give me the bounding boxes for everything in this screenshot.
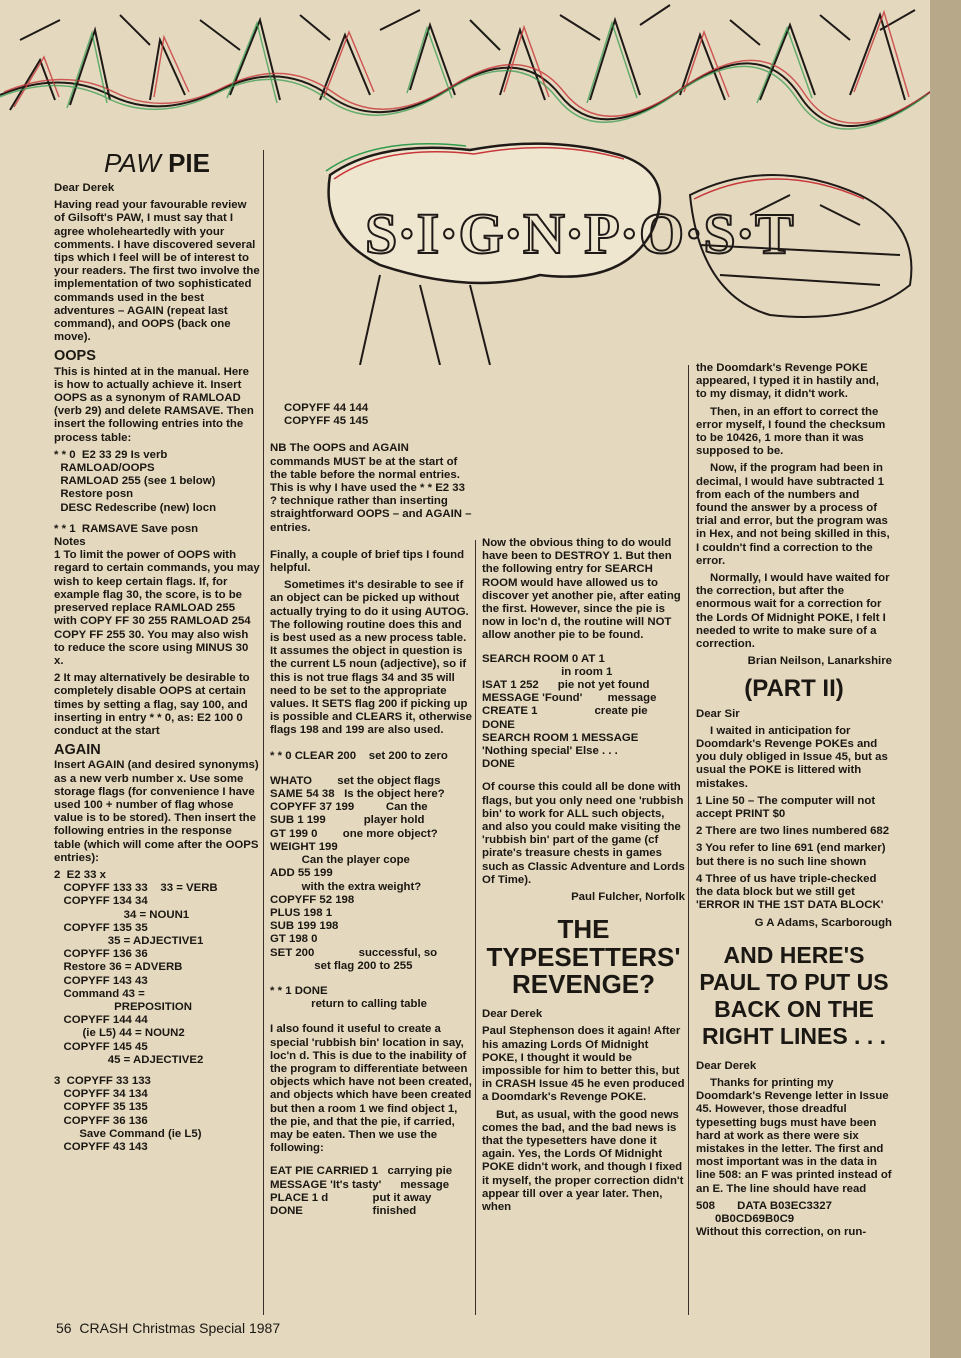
paragraph: I waited in anticipation for Doomdark's Revenge POKEs and you duly obliged in Issue 45, but as usual the POKE is littered with mistakes.	[696, 724, 888, 790]
headline: THE TYPESETTERS' REVENGE?	[486, 914, 681, 999]
signpost-illustration	[320, 135, 930, 365]
page-number: 56	[56, 1320, 72, 1336]
salutation: Dear Derek	[696, 1059, 757, 1072]
code-block: * * 1 DONE return to calling table	[270, 984, 427, 1011]
intro-paragraph: Having read your favourable review of Gilsoft's PAW, I must say that I agree wholeheartedly with your comments. I have discovered several tips which I feel will be of interest to your readers. The first two involve the implementation of two sophisticated commands used in the best adventures – AGAIN (repeat last command), and OOPS (back one move).	[54, 199, 260, 344]
paragraph: the Doomdark's Revenge POKE appeared, I typed it in hastily and, to my dismay, it didn't work.	[696, 362, 879, 401]
column-rule	[475, 540, 476, 1315]
code-block: COPYFF 44 144 COPYFF 45 145	[284, 402, 369, 428]
code-block: 2 E2 33 x COPYFF 133 33 33 = VERB COPYFF 134 34 34 = NOUN1 COPYFF 135 35 35 = ADJECTIVE1 COPYFF 136 36 Restore 36 = ADVERB COPYFF 143 43 Command 43 = PREPOSITION COPYFF 144 44 (ie L5) 44 = NOUN2 COPYFF 145 45 45 = ADJECTIVE2	[54, 868, 218, 1066]
column-rule	[688, 365, 689, 1315]
paragraph: Paul Stephenson does it again! After his amazing Lords Of Midnight POKE, I thought it would be impossible for him to better this, but in CRASH Issue 45 he even produced a Doomdark's Revenge POKE.	[482, 1025, 685, 1104]
paragraph: Then, in an effort to correct the error myself, I found the checksum to be 10426, 1 more than it was supposed to be.	[696, 405, 886, 458]
paragraph: Sometimes it's desirable to see if an object can be picked up without actually trying to do it using AUTOG. The following routine does this and is best used as a new process table. It assumes the object in question is the current L5 noun (adjective), so if this is not true flags 34 and 35 will need to be set to the appropriate values. It SETS flag 200 if picking up is possible and CLEARS it, otherwise flags 198 and 199 are also used.	[270, 579, 472, 737]
part-two-heading: (PART II)	[744, 675, 844, 703]
signature: G A Adams, Scarborough	[754, 916, 892, 929]
paragraph: Of course this could all be done with flags, but you only need one 'rubbish bin' to work for ALL such objects, and also you could make visiting the 'rubbish bin' part of the game (cf pirate's treasure chests in games such as Classic Adventure and Lords Of Time).	[482, 781, 685, 886]
signature: Brian Neilson, Lanarkshire	[747, 655, 892, 668]
code-block: EAT PIE CARRIED 1 carrying pie MESSAGE 'It's tasty' message PLACE 1 d put it away DONE finished	[270, 1165, 453, 1217]
code-block: * * 0 E2 33 29 Is verb RAMLOAD/OOPS RAMLOAD 255 (see 1 below) Restore posn DESC Redescribe (new) locn	[54, 448, 217, 514]
code-block: 508 DATA B03EC3327 0B0CD69B0C9	[696, 1199, 832, 1225]
headline: AND HERE'S PAUL TO PUT US BACK ON THE RIGHT LINES . . .	[699, 941, 889, 1049]
code-block: * * 1 RAMSAVE Save posn	[54, 522, 199, 535]
paragraph: Now, if the program had been in decimal, I would have subtracted 1 from each of the numbers and found the answer by a process of trial and error, but the program was in Hex, and not being skilled in this, I couldn't find a correction to the error.	[696, 462, 890, 567]
code-block: WHATO set the object flags SAME 54 38 Is the object here? COPYFF 37 199 Can the SUB 1 199 player hold GT 199 0 one more object? WEIGHT 199 Can the player cope ADD 55 199 with the extra weight? COPYFF 52 198 PLUS 198 1 SUB 199 198 GT 198 0 SET 200 successful, so set flag 200 to 255	[270, 774, 445, 972]
page-edge	[930, 0, 961, 1358]
column-3	[482, 537, 685, 1218]
signpost-logo: S·I·G·N·P·O·S·T	[365, 201, 794, 266]
list-item: 3 You refer to line 691 (end marker) but there is no such line shown	[696, 842, 886, 868]
list-item: 1 Line 50 – The computer will not accept PRINT $0	[696, 794, 876, 821]
paragraph: But, as usual, with the good news comes the bad, and the bad news is that the typesetters have done it again. Yes, the Lords Of Midnight POKE didn't work, and though I fixed it myself, the proper correction didn't appear till over a year later. Then, when	[482, 1108, 684, 1214]
salutation: Dear Derek	[54, 182, 115, 194]
column-1	[54, 148, 260, 1154]
column-rule	[263, 150, 264, 1315]
salutation: Dear Sir	[696, 707, 740, 720]
code-block: * * 0 CLEAR 200 set 200 to zero	[270, 749, 448, 762]
column-4	[696, 362, 892, 1243]
paragraph: Thanks for printing my Doomdark's Revenge letter in Issue 45. However, those dreadful typesetting bugs must have been hard at work as there were six mistakes in the letter. The first and most important was in the data in line 508: an F was printed instead of an E. The line should have read	[696, 1076, 892, 1195]
paragraph: I also found it useful to create a special 'rubbish bin' location in say, loc'n d. This is due to the inability of the program to differentiate between objects which have not been created, and objects which have been created but then a room 1 we find object 1, the pie, and that the pie, if carried, may be eaten. Then we use the following:	[270, 1023, 472, 1155]
page-footer	[56, 1320, 280, 1336]
notes-label: Notes	[54, 536, 86, 549]
paragraph: Normally, I would have waited for the correction, but after the enormous wait for a correction for the Lords Of Midnight POKE, I felt I needed to write to make sure of a correction.	[696, 572, 890, 651]
list-item: 2 There are two lines numbered 682	[696, 825, 890, 838]
paragraph: Finally, a couple of brief tips I found helpful.	[270, 548, 465, 575]
oops-paragraph: This is hinted at in the manual. Here is how to actually achieve it. Insert OOPS as a synonym of RAMLOAD (verb 29) and delete RAMSAVE. Then insert the following entries into the process table:	[54, 365, 254, 444]
article-title: PAW PIE	[104, 148, 210, 178]
nb-paragraph: NB The OOPS and AGAIN commands MUST be at the start of the table before the normal entries. This is why I have used the * * E2 33 ? technique rather than inserting straightforward OOPS – and AGAIN – entries.	[270, 442, 472, 534]
salutation: Dear Derek	[482, 1008, 543, 1021]
note-item: 1 To limit the power of OOPS with regard to certain commands, you may wish to keep certain flags. If, for example flag 30, the score, is to be preserved replace RAMLOAD 255 with COPY FF 30 255 RAMLOAD 254 COPY FF 255 30. You may also wish to reduce the score using MINUS 30 x.	[54, 549, 260, 667]
list-item: 4 Three of us have triple-checked the data block but we still get 'ERROR IN THE 1ST DATA BLOCK'	[696, 872, 884, 912]
battle-scene-banner	[0, 0, 961, 132]
paragraph: Without this correction, on run-	[696, 1226, 867, 1239]
paragraph: Now the obvious thing to do would have been to DESTROY 1. But then the following entry for SEARCH ROOM would have allowed us to discover yet another pie, after eating the first. However, since the pie is now in loc'n d, the routine will NOT allow another pie to be found.	[482, 537, 681, 642]
publication-name: CRASH Christmas Special 1987	[79, 1320, 281, 1336]
note-item: 2 It may alternatively be desirable to completely disable OOPS at certain times by setting a flag, say 100, and inserting in entry * * 0, as: E2 100 0 conduct at the start	[54, 672, 250, 737]
column-2	[270, 402, 472, 1218]
oops-heading: OOPS	[54, 348, 96, 365]
code-block: SEARCH ROOM 0 AT 1 in room 1 ISAT 1 252 pie not yet found MESSAGE 'Found' message CREATE 1 create pie DONE SEARCH ROOM 1 MESSAGE 'Nothing special' Else . . . DONE	[482, 652, 657, 771]
again-heading: AGAIN	[54, 742, 101, 759]
signature: Paul Fulcher, Norfolk	[571, 891, 685, 904]
code-block: 3 COPYFF 33 133 COPYFF 34 134 COPYFF 35 135 COPYFF 36 136 Save Command (ie L5) COPYFF 43 143	[54, 1075, 202, 1154]
again-paragraph: Insert AGAIN (and desired synonyms) as a new verb number x. Use some storage flags (for convenience I have used 100 + number of flag whose value is to be stored). Then insert the following entries in the response table (which will come after the OOPS entries):	[54, 759, 259, 864]
